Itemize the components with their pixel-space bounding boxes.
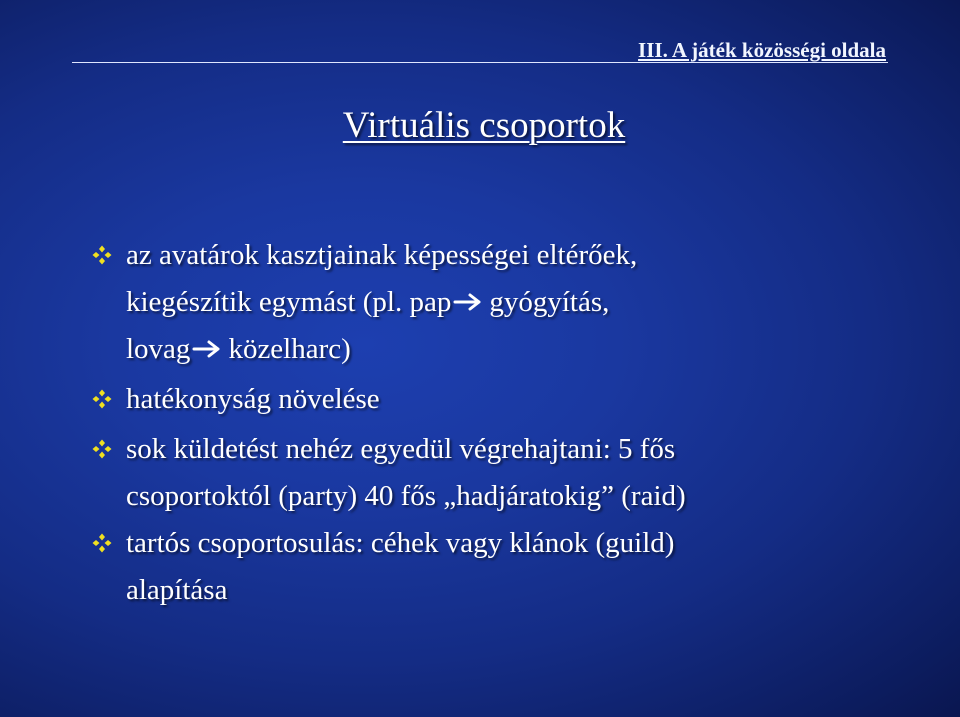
bullet-text: kiegészítik egymást (pl. pap [126,286,452,318]
bullet-text: gyógyítás, [489,286,610,318]
section-header: III. A játék közösségi oldala [638,38,886,62]
bullet-text: közelharc) [228,333,351,365]
right-arrow-icon [453,293,483,311]
bullet-list [92,232,912,614]
bullet-item-guilds [92,520,912,614]
bullet-item-efficiency [92,376,912,423]
four-diamond-bullet-icon [92,389,112,409]
bullet-line: alapítása [126,574,228,606]
bullet-item-castes [92,232,912,373]
bullet-line: hatékonyság növelése [126,383,380,415]
bullet-line: az avatárok kasztjainak képességei eltérőek, [126,239,638,271]
bullet-line: sok küldetést nehéz egyedül végrehajtani: 5 fős [126,433,676,465]
bullet-line: tartós csoportosulás: céhek vagy klánok (guild) [126,527,675,559]
bullet-item-missions [92,426,912,520]
four-diamond-bullet-icon [92,245,112,265]
slide-title: Virtuális csoportok [342,105,626,146]
bullet-line-with-arrow [126,279,912,326]
right-arrow-icon [192,340,222,358]
four-diamond-bullet-icon [92,439,112,459]
bullet-line: csoportoktól (party) 40 fős „hadjáratokig” (raid) [126,480,686,512]
bullet-text: lovag [126,333,191,365]
bullet-line-with-arrow [126,326,912,373]
four-diamond-bullet-icon [92,533,112,553]
